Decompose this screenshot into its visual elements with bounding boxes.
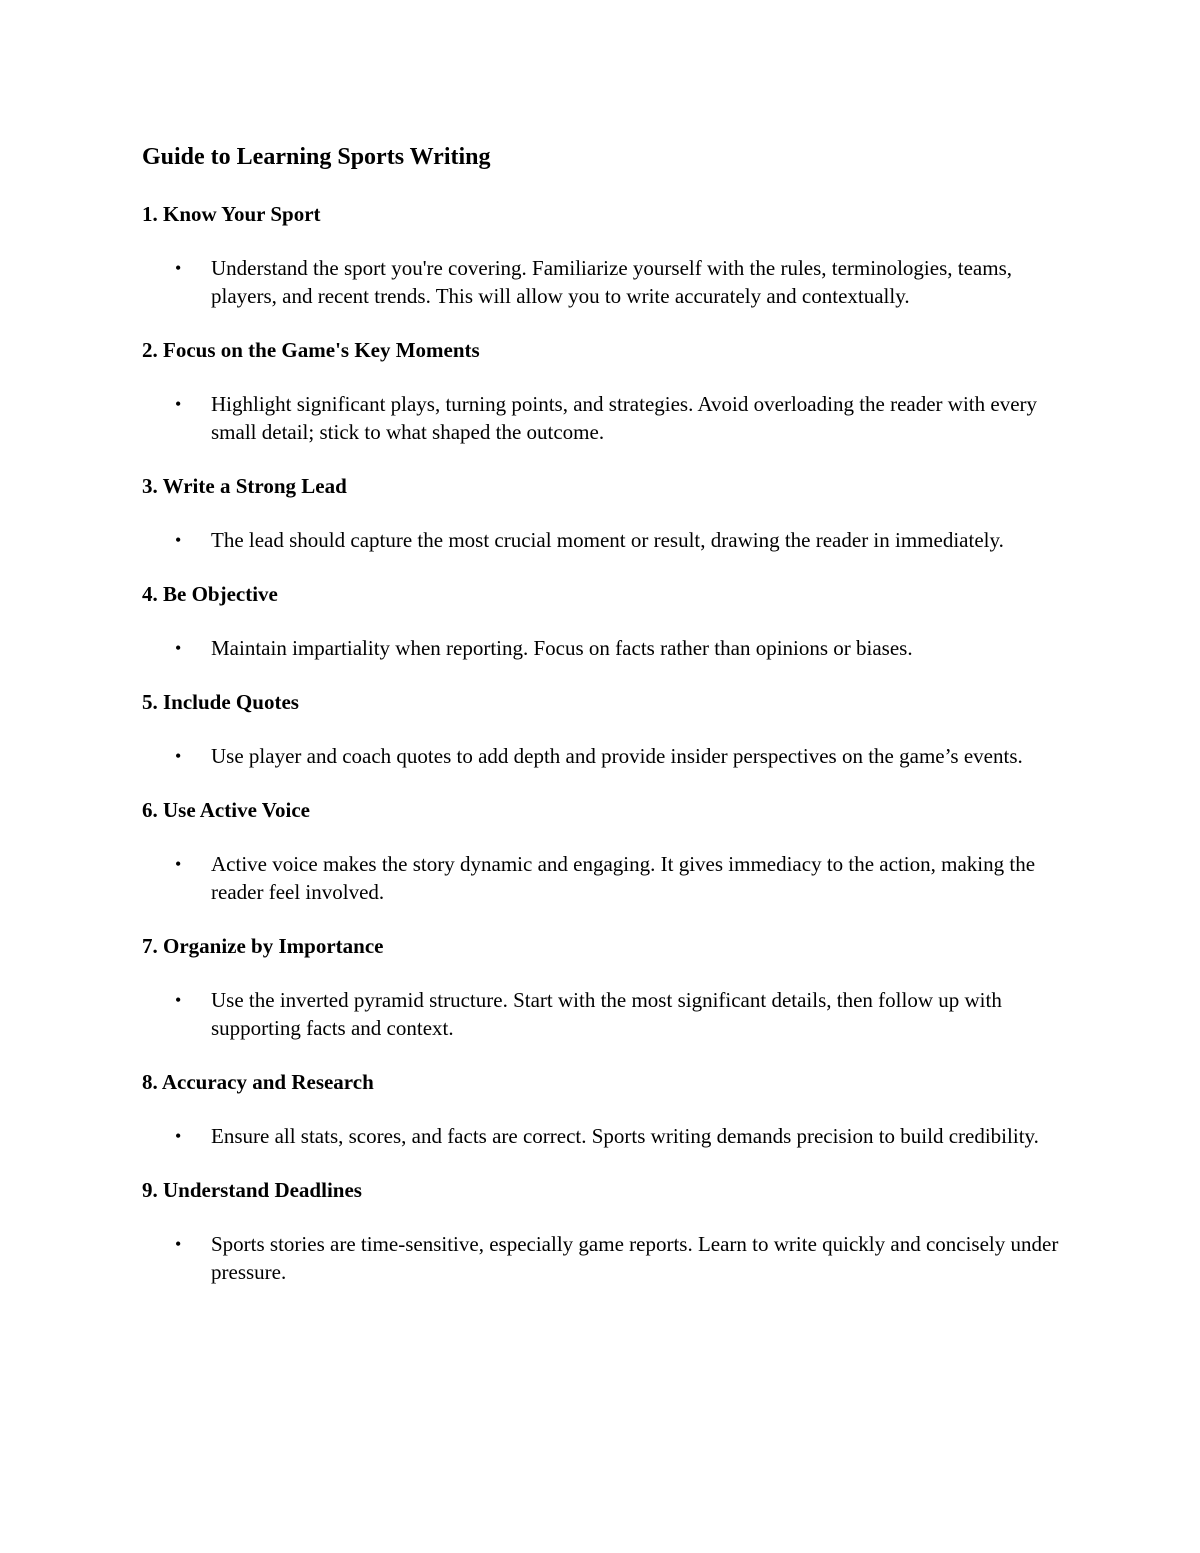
bullet-icon: • [175, 746, 182, 766]
list-item [142, 850, 1062, 906]
section-heading: 5. Include Quotes [142, 690, 299, 714]
bullet-icon: • [175, 990, 182, 1010]
section-organize-importance [142, 932, 1062, 1042]
list-item [142, 986, 1062, 1042]
list-item [142, 1230, 1062, 1286]
bullet-text: Sports stories are time-sensitive, especially game reports. Learn to write quickly and concisely under pressure. [211, 1232, 1059, 1284]
bullet-text: The lead should capture the most crucial moment or result, drawing the reader in immediately. [211, 528, 1004, 552]
bullet-text: Use the inverted pyramid structure. Start with the most significant details, then follow up with supporting facts and context. [211, 988, 1002, 1040]
section-heading: 1. Know Your Sport [142, 202, 321, 226]
section-heading: 2. Focus on the Game's Key Moments [142, 338, 480, 362]
section-heading: 6. Use Active Voice [142, 798, 310, 822]
list-item [142, 526, 1062, 554]
section-be-objective [142, 580, 1062, 662]
section-heading: 8. Accuracy and Research [142, 1070, 374, 1094]
bullet-list [142, 390, 1062, 446]
bullet-text: Highlight significant plays, turning points, and strategies. Avoid overloading the reader with every small detail; stick to what shaped the outcome. [211, 392, 1038, 444]
bullet-icon: • [175, 1234, 182, 1254]
bullet-icon: • [175, 394, 182, 414]
section-include-quotes [142, 688, 1062, 770]
section-heading: 3. Write a Strong Lead [142, 474, 347, 498]
list-item [142, 742, 1062, 770]
section-heading: 9. Understand Deadlines [142, 1178, 362, 1202]
bullet-text: Active voice makes the story dynamic and engaging. It gives immediacy to the action, making the reader feel involved. [211, 852, 1036, 904]
document-page [142, 140, 1062, 1312]
section-heading: 7. Organize by Importance [142, 934, 384, 958]
bullet-icon: • [175, 530, 182, 550]
list-item [142, 1122, 1062, 1150]
bullet-list [142, 850, 1062, 906]
bullet-list [142, 1122, 1062, 1150]
bullet-icon: • [175, 854, 182, 874]
bullet-icon: • [175, 638, 182, 658]
bullet-list [142, 634, 1062, 662]
section-active-voice [142, 796, 1062, 906]
bullet-text: Ensure all stats, scores, and facts are correct. Sports writing demands precision to build credibility. [211, 1124, 1039, 1148]
section-deadlines [142, 1176, 1062, 1286]
bullet-text: Understand the sport you're covering. Familiarize yourself with the rules, terminologies, teams, players, and recent trends. This will allow you to write accurately and contextually. [211, 256, 1012, 308]
section-accuracy-research [142, 1068, 1062, 1150]
list-item [142, 634, 1062, 662]
list-item [142, 254, 1062, 310]
section-know-your-sport [142, 200, 1062, 310]
bullet-list [142, 254, 1062, 310]
bullet-icon: • [175, 1126, 182, 1146]
section-key-moments [142, 336, 1062, 446]
bullet-list [142, 986, 1062, 1042]
section-heading: 4. Be Objective [142, 582, 278, 606]
bullet-list [142, 742, 1062, 770]
bullet-icon: • [175, 258, 182, 278]
section-strong-lead [142, 472, 1062, 554]
bullet-text: Maintain impartiality when reporting. Focus on facts rather than opinions or biases. [211, 636, 913, 660]
bullet-list [142, 526, 1062, 554]
list-item [142, 390, 1062, 446]
bullet-text: Use player and coach quotes to add depth and provide insider perspectives on the game’s events. [211, 744, 1023, 768]
document-title: Guide to Learning Sports Writing [142, 144, 491, 170]
bullet-list [142, 1230, 1062, 1286]
